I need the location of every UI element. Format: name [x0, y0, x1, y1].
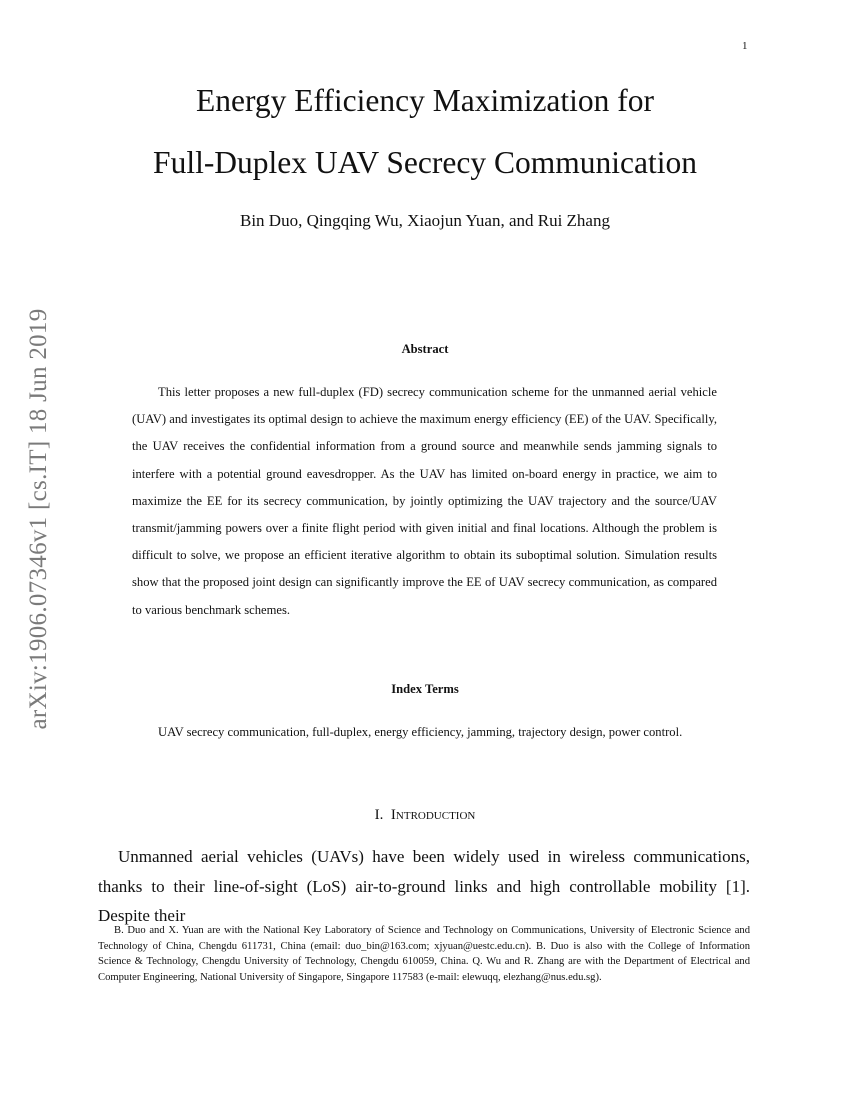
- paper-title-line-2: Full-Duplex UAV Secrecy Communication: [153, 145, 697, 180]
- index-terms-body: UAV secrecy communication, full-duplex, energy efficiency, jamming, trajectory design, power control.: [158, 725, 683, 739]
- section-numeral: I.: [374, 807, 384, 823]
- page-number: 1: [742, 40, 748, 52]
- index-terms-heading: Index Terms: [391, 682, 459, 696]
- arxiv-identifier-text: arXiv:1906.07346v1 [cs.IT] 18 Jun 2019: [25, 308, 52, 730]
- author-list: Bin Duo, Qingqing Wu, Xiaojun Yuan, and Rui Zhang: [240, 211, 610, 230]
- introduction-heading: [0, 807, 850, 824]
- section-title: Introduction: [390, 807, 476, 823]
- introduction-body: Unmanned aerial vehicles (UAVs) have been widely used in wireless communications, thanks to their line-of-sight (LoS) air-to-ground links and high controllable mobility [1]. Despite their: [98, 847, 750, 925]
- paper-title-line-1: Energy Efficiency Maximization for: [195, 83, 655, 118]
- author-affiliation-footnote: B. Duo and X. Yuan are with the National Key Laboratory of Science and Technology on Communications, University of Electronic Science and Technology of China, Chengdu 611731, China (email: duo_bin@163.com; xjyuan@uestc.edu.cn). B. Duo is also with the College of Information Science & Technology, Chengdu University of Technology, Chengdu 610059, China. Q. Wu and R. Zhang are with the Department of Electrical and Computer Engineering, National University of Singapore, Singapore 117583 (e-mail: elewuqq, elezhang@nus.edu.sg).: [98, 925, 750, 983]
- abstract-heading: Abstract: [401, 342, 449, 356]
- abstract-body: This letter proposes a new full-duplex (FD) secrecy communication scheme for the unmanned aerial vehicle (UAV) and investigates its optimal design to achieve the maximum energy efficiency (EE) of the UAV. Specifically, the UAV receives the confidential information from a ground source and meanwhile sends jamming signals to interfere with a potential ground eavesdropper. As the UAV has limited on-board energy in practice, we aim to maximize the EE for its secrecy communication, by jointly optimizing the UAV trajectory and the source/UAV transmit/jamming powers over a finite flight period with given initial and final locations. Although the problem is difficult to solve, we propose an efficient iterative algorithm to obtain its suboptimal solution. Simulation results show that the proposed joint design can significantly improve the EE of UAV secrecy communication, as compared to various benchmark schemes.: [132, 385, 717, 617]
